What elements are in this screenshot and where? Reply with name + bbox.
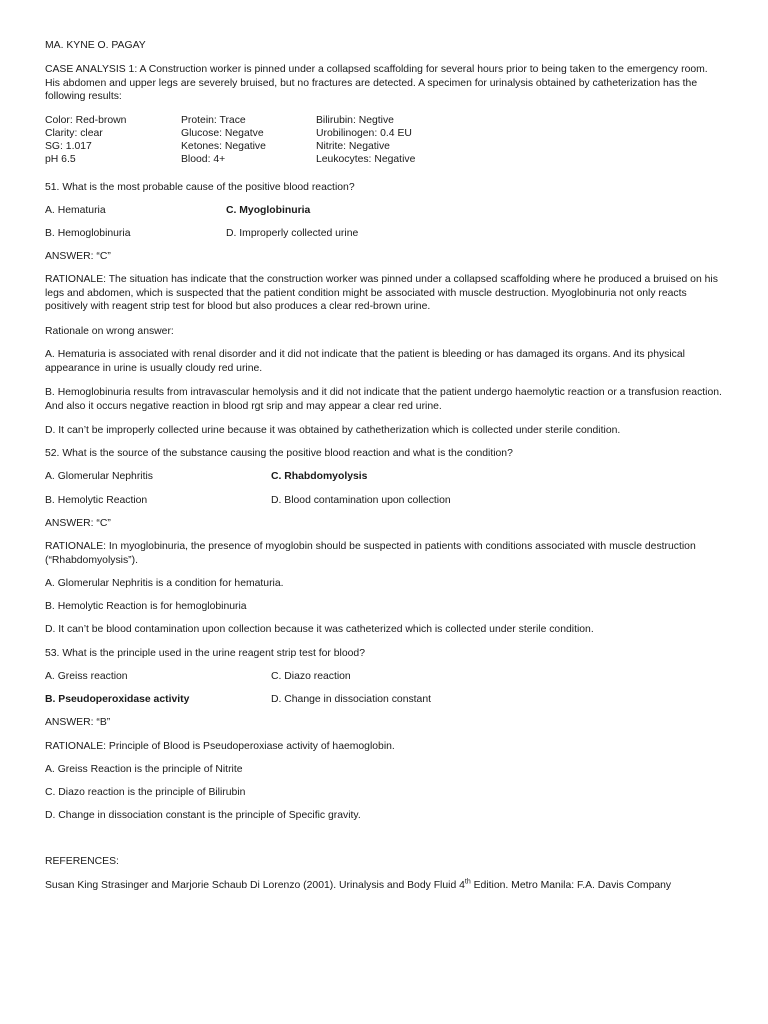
- q53-wrong-d: D. Change in dissociation constant is the principle of Specific gravity.: [45, 810, 361, 821]
- q51-answer: ANSWER: “C”: [45, 251, 111, 262]
- references-heading: REFERENCES:: [45, 856, 119, 867]
- author-name: MA. KYNE O. PAGAY: [45, 40, 146, 51]
- result-blood: Blood: 4+: [181, 154, 226, 165]
- q52-text: 52. What is the source of the substance causing the positive blood reaction and what is the condition?: [45, 448, 513, 459]
- q51-option-d: D. Improperly collected urine: [226, 228, 359, 239]
- case-description: CASE ANALYSIS 1: A Construction worker is pinned under a collapsed scaffolding for several hours prior to being taken to the emergency room. His abdomen and upper legs are severely bruised, but no fractures are detected. A specimen for urinalysis obtained by catheterization has the following results:: [45, 64, 708, 103]
- q51-option-a: A. Hematuria: [45, 205, 106, 216]
- result-ketones: Ketones: Negative: [181, 141, 266, 152]
- result-glucose: Glucose: Negatve: [181, 128, 264, 139]
- q53-answer: ANSWER: “B”: [45, 717, 111, 728]
- q53-option-a: A. Greiss reaction: [45, 671, 128, 682]
- q51-wrong-heading: Rationale on wrong answer:: [45, 326, 174, 337]
- result-sg: SG: 1.017: [45, 141, 92, 152]
- result-color: Color: Red-brown: [45, 115, 127, 126]
- q51-option-b: B. Hemoglobinuria: [45, 228, 131, 239]
- q53-option-c: C. Diazo reaction: [271, 671, 351, 682]
- q53-option-b: B. Pseudoperoxidase activity: [45, 694, 190, 705]
- result-ph: pH 6.5: [45, 154, 76, 165]
- q52-wrong-b: B. Hemolytic Reaction is for hemoglobinuria: [45, 601, 247, 612]
- q51-rationale: RATIONALE: The situation has indicate that the construction worker was pinned under a collapsed scaffolding where he produced a bruised on his legs and abdomen, which is suspected that the patient condition might be associated with muscle destruction. Myoglobinuria not only reacts positively with reagent strip test for blood but also produces a clear red-brown urine.: [45, 274, 718, 313]
- q52-option-c: C. Rhabdomyolysis: [271, 471, 368, 482]
- q53-wrong-a: A. Greiss Reaction is the principle of Nitrite: [45, 764, 243, 775]
- result-protein: Protein: Trace: [181, 115, 246, 126]
- reference-edition-sup: th: [464, 878, 471, 886]
- q53-option-d: D. Change in dissociation constant: [271, 694, 431, 705]
- result-nitrite: Nitrite: Negative: [316, 141, 390, 152]
- reference-entry: [45, 879, 715, 893]
- q52-option-b: B. Hemolytic Reaction: [45, 495, 148, 506]
- result-clarity: Clarity: clear: [45, 128, 103, 139]
- q53-text: 53. What is the principle used in the urine reagent strip test for blood?: [45, 648, 365, 659]
- q51-wrong-b: B. Hemoglobinuria results from intravascular hemolysis and it did not indicate that the patient undergo haemolytic reaction or a transfusion reaction. And also it occurs negative reaction in blood rgt srip and may appear a clear red urine.: [45, 387, 722, 412]
- q53-wrong-c: C. Diazo reaction is the principle of Bilirubin: [45, 787, 246, 798]
- q51-wrong-a: A. Hematuria is associated with renal disorder and it did not indicate that the patient is bleeding or has damaged its organs. And its physical appearance in urine is usually cloudy red urine.: [45, 349, 685, 374]
- q51-text: 51. What is the most probable cause of the positive blood reaction?: [45, 182, 355, 193]
- q53-rationale: RATIONALE: Principle of Blood is Pseudoperoxiase activity of haemoglobin.: [45, 741, 395, 752]
- reference-text-post: Edition. Metro Manila: F.A. Davis Company: [470, 880, 672, 891]
- q52-rationale: RATIONALE: In myoglobinuria, the presence of myoglobin should be suspected in patients with conditions associated with muscle destruction (“Rhabdomyolysis”).: [45, 541, 696, 566]
- result-bilirubin: Bilirubin: Negtive: [316, 115, 394, 126]
- q52-option-a: A. Glomerular Nephritis: [45, 471, 153, 482]
- q52-option-d: D. Blood contamination upon collection: [271, 495, 451, 506]
- reference-text-pre: Susan King Strasinger and Marjorie Schaub Di Lorenzo (2001). Urinalysis and Body Fluid 4: [45, 880, 465, 891]
- result-urobilinogen: Urobilinogen: 0.4 EU: [316, 128, 412, 139]
- q51-wrong-d: D. It can’t be improperly collected urine because it was obtained by cathetherization which is collected under sterile condition.: [45, 425, 621, 436]
- q51-option-c: C. Myoglobinuria: [226, 205, 311, 216]
- q52-wrong-a: A. Glomerular Nephritis is a condition for hematuria.: [45, 578, 284, 589]
- result-leukocytes: Leukocytes: Negative: [316, 154, 416, 165]
- q52-answer: ANSWER: “C”: [45, 518, 111, 529]
- q52-wrong-d: D. It can’t be blood contamination upon collection because it was catheterized which is collected under sterile condition.: [45, 624, 594, 635]
